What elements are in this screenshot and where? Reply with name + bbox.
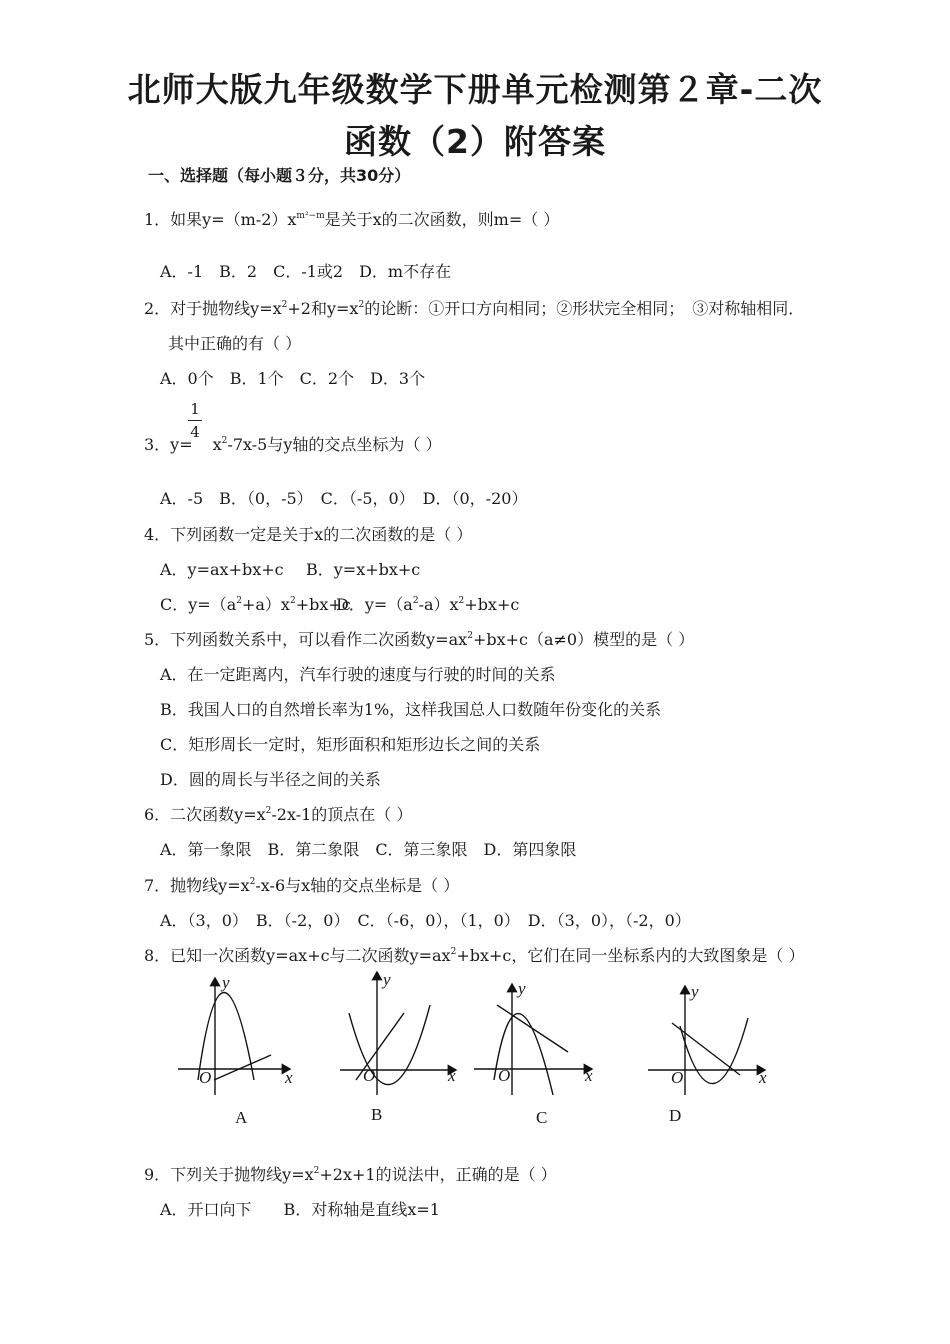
question-3-options: A．-5 B．（0，-5） C．（-5，0） D．（0，-20） xyxy=(160,489,528,508)
graph-b-x-label: x xyxy=(448,1066,456,1085)
graph-a-line xyxy=(214,1055,271,1080)
question-6-options: A．第一象限 B．第二象限 C．第三象限 D．第四象限 xyxy=(160,840,577,859)
question-1-options: A．-1 B．2 C．-1或2 D．m不存在 xyxy=(160,262,452,281)
question-5-option-a: A．在一定距离内，汽车行驶的速度与行驶的时间的关系 xyxy=(160,665,556,684)
question-7: 7．抛物线$y=x^2-x-6$与x轴的交点坐标是（ ） xyxy=(144,876,460,895)
graph-d xyxy=(648,986,765,1095)
graph-a-origin: O xyxy=(199,1068,212,1087)
question-5: 5．下列函数关系中，可以看作二次函数$y=ax^2+bx+c(a\ne 0)$模型的是（ ） xyxy=(144,630,695,649)
graph-c-x-label: x xyxy=(585,1066,593,1085)
question-5-option-c: C．矩形周长一定时，矩形面积和矩形边长之间的关系 xyxy=(160,735,541,754)
fraction-one-quarter: 1 4 xyxy=(188,400,202,441)
question-4-option-b: B．y=x+bx+c xyxy=(306,560,421,579)
page-title-line2: 函数（2）附答案 xyxy=(344,122,606,161)
question-6: 6．二次函数$y=x^2-2x-1$的顶点在（ ） xyxy=(144,805,413,824)
graph-a-caption: A xyxy=(235,1108,248,1127)
question-3: 3．$y= x^2-7x-5$与y轴的交点坐标为（ ） xyxy=(144,435,442,454)
graph-b xyxy=(340,972,456,1095)
section-heading: 一、选择题（每小题３分，共30分） xyxy=(148,166,411,185)
question-5-option-b: B．我国人口的自然增长率为1%，这样我国总人口数随年份变化的关系 xyxy=(160,700,662,719)
graph-d-y-label: y xyxy=(691,982,699,1001)
graph-a-y-label: y xyxy=(222,973,230,992)
graph-a xyxy=(178,978,290,1095)
question-4-option-d: D．$y=(a^2-a)x^2+bx+c$ xyxy=(336,595,520,614)
page-title: 北师大版九年级数学下册单元检测第２章-二次 xyxy=(127,70,823,109)
graph-c-line xyxy=(497,1005,568,1052)
graph-c-caption: C xyxy=(536,1108,548,1127)
question-2: 2．对于抛物线$y=x^2+2$和$y=x^2$的论断：①开口方向相同；②形状完全相同； ③对称轴相同． xyxy=(144,299,805,318)
question-9: 9．下列关于抛物线$y=x^2+2x+1$的说法中，正确的是（ ） xyxy=(144,1165,557,1184)
graph-d-caption: D xyxy=(669,1106,682,1125)
question-4-option-a: A．y=ax+bx+c xyxy=(160,560,284,579)
question-2-line2: 其中正确的有（ ） xyxy=(168,334,302,353)
graph-c-origin: O xyxy=(498,1066,511,1085)
question-9-options: A．开口向下 B．对称轴是直线x=1 xyxy=(160,1200,440,1219)
graph-b-y-label: y xyxy=(383,970,391,989)
graph-c-y-label: y xyxy=(518,979,526,998)
graph-a-x-label: x xyxy=(285,1068,293,1087)
question-5-option-d: D．圆的周长与半径之间的关系 xyxy=(160,770,381,789)
graph-d-x-label: x xyxy=(759,1068,767,1087)
question-4: 4．下列函数一定是关于x的二次函数的是（ ） xyxy=(144,525,473,544)
question-4-option-c: C．$y=(a^2+a)x^2+bx+c$ xyxy=(160,595,351,614)
question-7-options: A．（3，0） B．（-2，0） C．（-6，0），（1，0） D．（3，0），（-2，0） xyxy=(160,911,691,930)
graph-d-origin: O xyxy=(671,1068,684,1087)
graph-c xyxy=(474,984,592,1095)
graph-b-caption: B xyxy=(371,1105,383,1124)
graph-b-origin: O xyxy=(363,1066,376,1085)
question-2-options: A．0个 B．1个 C．2个 D．3个 xyxy=(160,369,426,388)
question-8: 8．已知一次函数y=ax+c与二次函数$y=ax^2+bx+c$，它们在同一坐标系内的大致图象是（ ） xyxy=(144,946,805,965)
question-1: 1．如果$y=(m-2)x^{m^2-m}$是关于x的二次函数，则m=（ ） xyxy=(144,210,560,229)
